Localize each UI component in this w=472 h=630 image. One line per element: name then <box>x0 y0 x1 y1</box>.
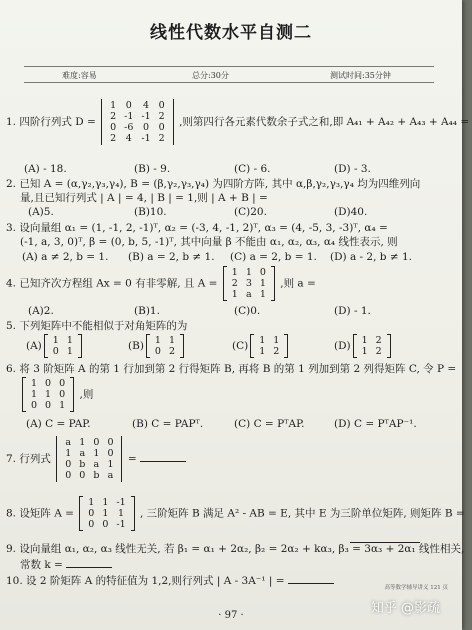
matrix-cell: 1 <box>259 346 266 357</box>
matrix-cell: 2 <box>110 133 117 144</box>
matrix-row <box>255 346 283 357</box>
question-10: 10. 设 2 阶矩阵 A 的特征值为 1,2,则行列式 | A - 3A⁻¹ | = <box>6 573 334 588</box>
matrix-row <box>84 519 129 530</box>
matrix-cell: 1 <box>79 437 86 448</box>
matrix-cell: 1 <box>259 335 266 346</box>
matrix-row <box>106 122 169 133</box>
matrix-cell: 1 <box>110 100 117 111</box>
matrix-row <box>106 111 169 122</box>
matrix-cell: 0 <box>45 400 52 411</box>
matrix-row <box>228 278 270 289</box>
q8-matrix <box>79 496 134 531</box>
matrix-row <box>106 100 169 111</box>
matrix-cell: 1 <box>52 335 59 346</box>
matrix-cell: 2 <box>158 133 165 144</box>
matrix-table <box>255 335 283 357</box>
matrix-cell: 0 <box>143 122 150 133</box>
matrix-cell: 2 <box>168 346 176 357</box>
matrix-cell: 1 <box>117 508 125 519</box>
matrix-cell: 0 <box>45 378 52 389</box>
q1-option-a: (A) - 18. <box>24 163 67 175</box>
matrix-table <box>61 437 117 481</box>
matrix-cell: a <box>65 437 72 448</box>
matrix-cell: 1 <box>231 289 238 300</box>
q3-option-a: (A) a ≠ 2, b = 1. <box>22 251 109 263</box>
q5-option-a: (A) 1 1 0 1 <box>26 334 84 358</box>
matrix-row <box>358 346 386 357</box>
q5-option-b: (B) 1 1 0 2 <box>128 334 186 358</box>
matrix-row <box>255 335 283 346</box>
matrix-row <box>27 400 69 411</box>
matrix-row <box>84 497 129 508</box>
time-label: 测试时间:35分钟 <box>330 71 391 80</box>
matrix-cell: 1 <box>31 389 38 400</box>
matrix-row <box>358 335 386 346</box>
matrix-cell: 1 <box>45 389 52 400</box>
matrix-row <box>49 335 77 346</box>
matrix-cell: 1 <box>361 346 368 357</box>
matrix-cell: 0 <box>259 267 266 278</box>
matrix-cell: 0 <box>65 459 72 470</box>
matrix-cell: 2 <box>273 346 280 357</box>
matrix-row <box>61 470 117 481</box>
matrix-cell: 0 <box>158 100 165 111</box>
matrix-cell: 1 <box>31 378 38 389</box>
q5-option-d: (D) 1 2 1 2 <box>334 334 393 358</box>
matrix-row <box>151 335 179 346</box>
matrix-cell: 2 <box>375 335 382 346</box>
q2-option-b: (B)10. <box>134 206 167 218</box>
matrix-cell: 1 <box>107 459 114 470</box>
q3-option-d: (D) a - 2, b ≠ 1. <box>330 251 413 263</box>
matrix-row <box>27 389 69 400</box>
matrix-cell: 1 <box>66 346 73 357</box>
matrix-cell: 0 <box>79 470 86 481</box>
matrix-cell: 1 <box>259 278 266 289</box>
q4-option-c: (C)0. <box>234 305 261 317</box>
matrix-cell: 0 <box>59 378 66 389</box>
matrix-cell: 0 <box>31 400 38 411</box>
question-9-line-1: 9. 设向量组 α₁, α₂, α₃ 线性无关, 若 β₁ = α₁ + 2α₂, β₂ = 2α₂ + kα₃, β₃ = 3α₃ + 2α₁ 线性相关, <box>6 543 465 555</box>
matrix-cell: 1 <box>231 267 238 278</box>
matrix-cell: 0 <box>158 122 165 133</box>
q4-matrix <box>223 266 275 301</box>
matrix-cell: -1 <box>116 497 126 508</box>
q4-option-b: (B)1. <box>134 305 160 317</box>
matrix-cell: b <box>79 459 86 470</box>
matrix-cell: 0 <box>52 346 59 357</box>
matrix-table <box>106 100 169 144</box>
matrix-cell: 2 <box>158 111 165 122</box>
page-title: 线性代数水平自测二 <box>150 23 312 43</box>
q1-determinant <box>101 99 174 145</box>
matrix-row <box>228 289 270 300</box>
matrix-cell: 1 <box>245 267 252 278</box>
matrix-row <box>84 508 129 519</box>
matrix-cell: 4 <box>143 100 150 111</box>
matrix-cell: a <box>107 470 114 481</box>
q3-option-c: (C) a = 2, b = 1. <box>230 251 317 263</box>
answer-blank <box>140 451 186 462</box>
matrix-cell: 0 <box>102 519 109 530</box>
matrix-cell: 0 <box>88 519 95 530</box>
matrix-row <box>151 346 179 357</box>
matrix-cell: 1 <box>66 335 73 346</box>
matrix-table <box>358 335 386 357</box>
matrix-table <box>151 335 179 357</box>
question-2-line-1: 2. 已知 A = (α,γ₂,γ₃,γ₄), B = (β,γ₂,γ₃,γ₄) 为四阶方阵, 其中 α,β,γ₂,γ₃,γ₄ 均为四维列向 <box>6 178 421 190</box>
q6-option-c: (C) C = PᵀAP. <box>234 418 305 430</box>
q2-option-c: (C)20. <box>234 206 267 218</box>
matrix-cell: -1 <box>116 519 126 530</box>
matrix-cell: 0 <box>59 389 66 400</box>
matrix-row <box>61 448 117 459</box>
matrix-cell: 0 <box>154 346 161 357</box>
matrix-row <box>61 459 117 470</box>
matrix-row <box>228 267 270 278</box>
matrix-cell: 1 <box>93 448 100 459</box>
matrix-table <box>27 378 69 411</box>
matrix-cell: 1 <box>65 448 72 459</box>
q3-option-b: (B) a = 2, b ≠ 1. <box>128 251 215 263</box>
matrix-row <box>49 346 77 357</box>
matrix-cell: 0 <box>93 437 100 448</box>
matrix-cell: 0 <box>65 470 72 481</box>
matrix-table <box>49 335 77 357</box>
matrix-cell: 2 <box>231 278 238 289</box>
matrix-cell: a <box>93 459 100 470</box>
q6-matrix-p <box>22 377 74 412</box>
matrix-row <box>27 378 69 389</box>
page-number: · 97 · <box>218 610 244 621</box>
divider-top <box>24 66 434 67</box>
score-label: 总分:30分 <box>192 71 229 80</box>
matrix-cell: -1 <box>141 133 151 144</box>
answer-blank <box>288 573 334 584</box>
matrix-cell: a <box>79 448 86 459</box>
matrix-cell: 1 <box>102 497 109 508</box>
matrix-cell: -1 <box>124 111 134 122</box>
matrix-cell: 3 <box>245 278 252 289</box>
q1-option-b: (B) - 9. <box>134 163 171 175</box>
matrix-cell: 1 <box>361 335 368 346</box>
matrix-cell: 1 <box>59 400 66 411</box>
q6-option-b: (B) C = PAPᵀ. <box>132 418 204 430</box>
question-1: 1. 四阶行列式 D = 1 0 4 0 2 -1 -1 2 0 -6 0 0 2 4 -1 2 ,则第四行各元素代数余子式之和,即 A₄₁ + A₄₂ + A₄₃ + A₄₄ = <box>6 100 470 144</box>
matrix-cell: 1 <box>102 508 109 519</box>
matrix-cell: a <box>246 289 252 300</box>
question-6-line-2: 1 0 0 1 1 0 0 0 1 ,则 <box>20 377 93 412</box>
q4-option-a: (A)2. <box>28 305 54 317</box>
q1-option-c: (C) - 6. <box>234 163 271 175</box>
watermark: 知乎 @影疏 <box>370 601 440 616</box>
question-2-line-2: 量,且已知行列式 | A | = 4, | B | = 1,则 | A + B | = <box>20 192 268 204</box>
q6-option-a: (A) C = PAP. <box>26 418 91 430</box>
q6-option-d: (D) C = PᵀAP⁻¹. <box>334 418 417 430</box>
matrix-cell: 0 <box>110 122 117 133</box>
matrix-table <box>84 497 129 530</box>
question-9-line-2: 常数 k = <box>20 557 112 572</box>
matrix-cell: 0 <box>125 100 132 111</box>
matrix-cell: 0 <box>107 437 114 448</box>
matrix-table <box>228 267 270 300</box>
q4-option-d: (D) - 1. <box>334 305 371 317</box>
question-3-line-1: 3. 设向量组 α₁ = (1, -1, 2, -1)ᵀ, α₂ = (-3, 4, -1, 2)ᵀ, α₃ = (4, -5, 3, -3)ᵀ, α₄ = <box>6 222 388 234</box>
q2-option-a: (A)5. <box>28 206 54 218</box>
q1-option-d: (D) - 3. <box>334 163 371 175</box>
matrix-cell: b <box>93 470 100 481</box>
matrix-cell: 1 <box>259 289 266 300</box>
matrix-cell: -1 <box>141 111 151 122</box>
matrix-cell: 1 <box>88 497 95 508</box>
matrix-cell: 4 <box>125 133 132 144</box>
matrix-cell: 0 <box>88 508 95 519</box>
difficulty-label: 难度:容易 <box>62 71 97 80</box>
matrix-cell: 2 <box>375 346 382 357</box>
question-5-stem: 5. 下列矩阵中不能相似于对角矩阵的为 <box>6 320 188 332</box>
matrix-cell: 2 <box>110 111 117 122</box>
matrix-cell: 0 <box>107 448 114 459</box>
question-8: 8. 设矩阵 A = 1 1 -1 0 1 1 0 0 -1 , 三阶矩阵 B 满足 A² - AB = E, 其中 E 为三阶单位矩阵, 则矩阵 B = <box>6 497 465 530</box>
matrix-row <box>106 133 169 144</box>
matrix-cell: -6 <box>124 122 134 133</box>
q5-option-c: (C) 1 1 1 2 <box>232 334 290 358</box>
side-note: 高等数学辅导讲义 121 页 <box>384 585 448 591</box>
question-6-line-1: 6. 将 3 阶矩阵 A 的第 1 行加到第 2 行得矩阵 B, 再将 B 的第 1 列加到第 2 列得矩阵 C, 令 P = <box>6 363 457 375</box>
question-3-line-2: (-1, a, 3, 0)ᵀ, β = (0, b, 5, -1)ᵀ, 其中向量 β 不能由 α₁, α₂, α₃, α₄ 线性表示, 则 <box>20 236 398 248</box>
q2-option-d: (D)40. <box>334 206 368 218</box>
question-7: 7. 行列式 a 1 0 0 1 a 1 0 0 b a 1 0 0 b a = <box>6 436 186 482</box>
question-4: 4. 已知齐次方程组 Ax = 0 有非零解, 且 A = 1 1 0 2 3 1 1 a 1 ,则 a = <box>6 267 316 300</box>
q7-determinant <box>56 436 122 482</box>
matrix-cell: 1 <box>154 335 161 346</box>
matrix-row <box>61 437 117 448</box>
matrix-cell: 1 <box>168 335 176 346</box>
divider-bottom <box>24 82 434 83</box>
matrix-cell: 1 <box>273 335 280 346</box>
answer-blank <box>66 557 112 568</box>
